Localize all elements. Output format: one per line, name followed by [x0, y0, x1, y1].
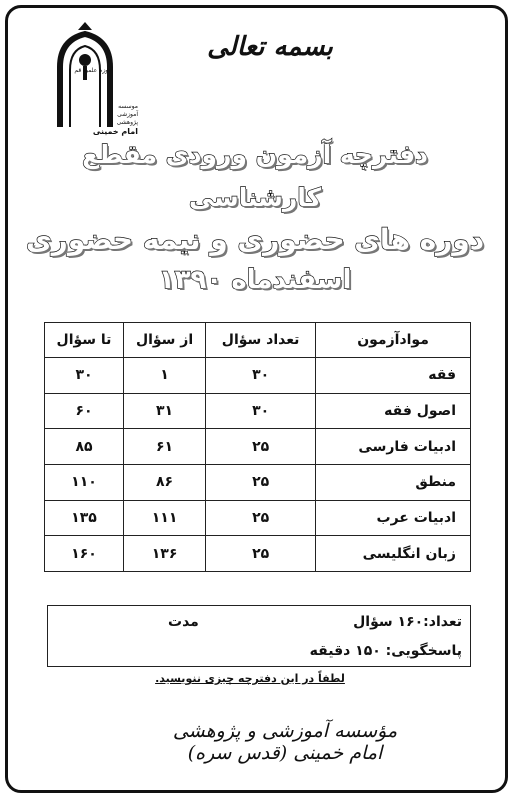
- title-line-3: دوره های حضوری و نیمه حضوری: [25, 223, 485, 256]
- header-from: از سؤال: [123, 323, 205, 358]
- basmala-heading: بسمه تعالی: [207, 32, 333, 62]
- cell-to: ۱۱۰: [45, 464, 124, 500]
- svg-text:پژوهشی: پژوهشی: [116, 119, 138, 126]
- cell-subject: اصول فقه: [316, 393, 471, 429]
- cell-subject: ادبیات فارسی: [316, 429, 471, 465]
- cell-count: ۲۵: [206, 500, 316, 536]
- cell-subject: زبان انگلیسی: [316, 536, 471, 572]
- cell-subject: ادبیات عرب: [316, 500, 471, 536]
- cell-from: ۱: [123, 358, 205, 394]
- cell-count: ۳۰: [206, 358, 316, 394]
- svg-text:موسسه: موسسه: [118, 103, 138, 110]
- question-count: تعداد:۱۶۰ سؤال: [353, 614, 462, 630]
- table-row: [45, 393, 471, 429]
- cell-to: ۱۳۵: [45, 500, 124, 536]
- table-row: [45, 536, 471, 572]
- header-subject: موادآزمون: [316, 323, 471, 358]
- answer-time: پاسخگویی: ۱۵۰ دقیقه: [309, 643, 462, 659]
- cell-to: ۱۶۰: [45, 536, 124, 572]
- exam-summary-box: [47, 605, 471, 667]
- institute-signature: مؤسسه آموزشی و پژوهشی امام خمینی (قدس سره): [172, 720, 398, 764]
- header-to: تا سؤال: [45, 323, 124, 358]
- cell-from: ۱۳۶: [123, 536, 205, 572]
- exam-subjects-table: [44, 322, 471, 572]
- cell-count: ۲۵: [206, 464, 316, 500]
- table-row: [45, 358, 471, 394]
- header-count: تعداد سؤال: [206, 323, 316, 358]
- table-row: [45, 464, 471, 500]
- cell-to: ۳۰: [45, 358, 124, 394]
- cell-to: ۸۵: [45, 429, 124, 465]
- svg-text:حوزه علمیه قم: حوزه علمیه قم: [74, 67, 112, 74]
- cell-subject: منطق: [316, 464, 471, 500]
- table-row: [45, 429, 471, 465]
- instruction-note: لطفاً در این دفترچه چیزی ننویسید.: [155, 672, 345, 685]
- title-line-4: اسفندماه ۱۳۹۰: [158, 265, 352, 295]
- cell-from: ۶۱: [123, 429, 205, 465]
- cell-from: ۳۱: [123, 393, 205, 429]
- cell-subject: فقه: [316, 358, 471, 394]
- cell-count: ۲۵: [206, 536, 316, 572]
- svg-text:آموزشی: آموزشی: [117, 111, 138, 118]
- title-line-1: دفترچه آزمون ورودی مقطع: [82, 140, 428, 169]
- title-line-2: کارشناسی: [188, 183, 322, 212]
- cell-from: ۸۶: [123, 464, 205, 500]
- cell-count: ۳۰: [206, 393, 316, 429]
- table-header-row: [45, 323, 471, 358]
- cell-to: ۶۰: [45, 393, 124, 429]
- svg-text:امام خمینی: امام خمینی: [92, 127, 138, 136]
- cell-from: ۱۱۱: [123, 500, 205, 536]
- table-row: [45, 500, 471, 536]
- institute-logo: [30, 22, 140, 142]
- duration-label: مدت: [168, 614, 199, 630]
- cell-count: ۲۵: [206, 429, 316, 465]
